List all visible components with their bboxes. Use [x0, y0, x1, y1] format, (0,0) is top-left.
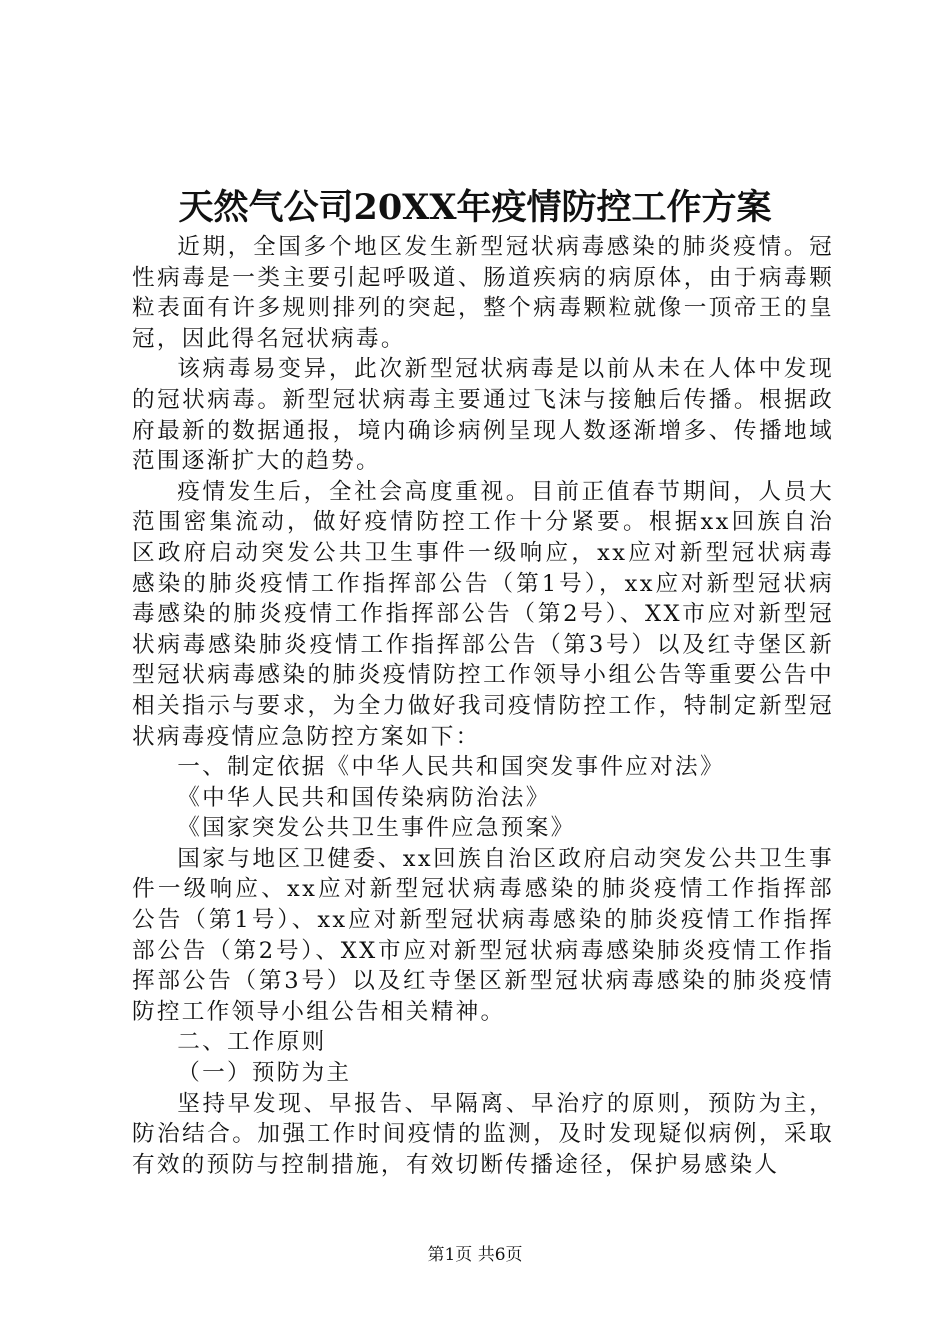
- basis-emergency-plan: 《国家突发公共卫生事件应急预案》: [177, 815, 576, 842]
- paragraph-virus-mutation: 该病毒易变异，此次新型冠状病毒是以前从未在人体中发现的冠状病毒。新型冠状病毒主要通过飞沫与接触后传播。根据政府最新的数据通报，境内确诊病例呈现人数逐渐增多、传播地域范围逐渐扩大的趋势。: [132, 356, 834, 475]
- subsection-heading-prevention: （一）预防为主: [177, 1060, 352, 1087]
- paragraph-prevention: 坚持早发现、早报告、早隔离、早治疗的原则，预防为主，防治结合。加强工作时间疫情的监测，及时发现疑似病例，采取有效的预防与控制措施，有效切断传播途径，保护易感染人: [132, 1090, 834, 1178]
- paragraph-background: 疫情发生后，全社会高度重视。目前正值春节期间，人员大范围密集流动，做好疫情防控工作十分紧要。根据xx回族自治区政府启动突发公共卫生事件一级响应，xx应对新型冠状病毒感染的肺炎疫情工作指挥部公告（第1号），xx应对新型冠状病毒感染的肺炎疫情工作指挥部公告（第2号）、XX市应对新型冠状病毒感染肺炎疫情工作指挥部公告（第3号）以及红寺堡区新型冠状病毒感染的肺炎疫情防控工作领导小组公告等重要公告中相关指示与要求，为全力做好我司疫情防控工作，特制定新型冠状病毒疫情应急防控方案如下：: [132, 478, 834, 750]
- basis-law-infectious-disease: 《中华人民共和国传染病防治法》: [177, 784, 551, 811]
- section-heading-basis: 一、制定依据《中华人民共和国突发事件应对法》: [177, 754, 725, 781]
- paragraph-intro: 近期，全国多个地区发生新型冠状病毒感染的肺炎疫情。冠性病毒是一类主要引起呼吸道、肠道疾病的病原体，由于病毒颗粒表面有许多规则排列的突起，整个病毒颗粒就像一顶帝王的皇冠，因此得名冠状病毒。: [132, 234, 834, 352]
- section-heading-principles: 二、工作原则: [177, 1029, 327, 1056]
- document-title: 天然气公司20XX年疫情防控工作方案: [178, 187, 772, 228]
- page-number: 第1页 共6页: [427, 1245, 523, 1265]
- document-body: [132, 232, 834, 1180]
- paragraph-basis-notices: 国家与地区卫健委、xx回族自治区政府启动突发公共卫生事件一级响应、xx应对新型冠状病毒感染的肺炎疫情工作指挥部公告（第1号）、xx应对新型冠状病毒感染的肺炎疫情工作指挥部公告（第2号）、XX市应对新型冠状病毒感染肺炎疫情工作指挥部公告（第3号）以及红寺堡区新型冠状病毒感染的肺炎疫情防控工作领导小组公告相关精神。: [132, 845, 834, 1025]
